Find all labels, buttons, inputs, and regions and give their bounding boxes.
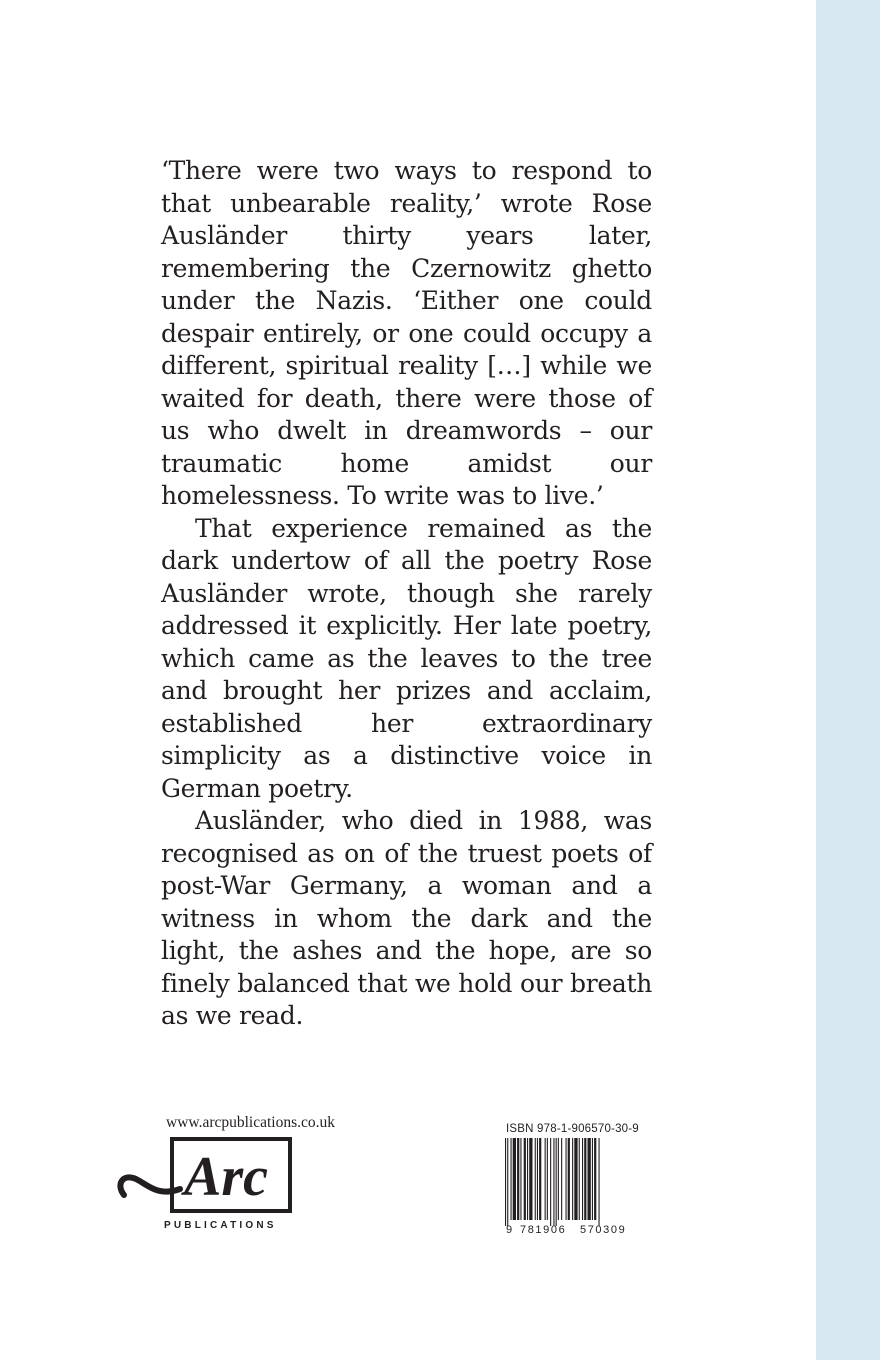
barcode-bar: [561, 1138, 562, 1220]
barcode-bar: [588, 1138, 591, 1220]
barcode-bar: [558, 1138, 559, 1220]
barcode-bar: [505, 1138, 506, 1226]
barcode-bar: [511, 1138, 512, 1220]
barcode-bar: [592, 1138, 593, 1220]
barcode-bar: [537, 1138, 538, 1220]
logo-caption: PUBLICATIONS: [164, 1220, 277, 1231]
blurb-paragraph-3: Ausländer, who died in 1988, was recognised as on of the truest poets of post-War Germany, a woman and a witness in whom the dark and the light, the ashes and the hope, are so finely balanced that we hold our breath as we read.: [161, 806, 652, 1030]
barcode-bar: [584, 1138, 586, 1220]
barcode-bar: [529, 1138, 532, 1220]
barcode-bar: [550, 1138, 551, 1226]
barcode-bar: [579, 1138, 580, 1220]
barcode-digits-left: 781906: [520, 1224, 567, 1236]
back-cover-blurb: [161, 155, 652, 1033]
barcode-bar: [507, 1138, 508, 1226]
blurb-paragraph-1: ‘There were two ways to respond to that unbearable reality,’ wrote Rose Ausländer thirty years later, remembering the Czernowitz ghetto under the Nazis. ‘Either one could despair entirely, or one could occupy a different, spiritual reality […] while we waited for death, there were those of us who dwelt in dreamwords – our traumatic home amidst our homelessness. To write was to live.’: [161, 156, 652, 510]
isbn-label: ISBN 978-1-906570-30-9: [506, 1123, 639, 1135]
barcode-bar: [582, 1138, 583, 1220]
barcode-bar: [568, 1138, 570, 1220]
barcode-bar: [517, 1138, 519, 1220]
barcode-digits: [506, 1224, 646, 1236]
barcode-bar: [553, 1138, 554, 1226]
barcode-bar: [599, 1138, 600, 1226]
barcode-bar: [594, 1138, 596, 1220]
barcode-digit-lead: 9: [506, 1224, 513, 1236]
logo-wordmark: Arc: [184, 1146, 268, 1208]
barcode-bar: [566, 1138, 567, 1220]
barcode-bar: [574, 1138, 577, 1220]
barcode-bar: [572, 1138, 573, 1220]
barcode-bar: [524, 1138, 526, 1220]
barcode-digits-right: 570309: [580, 1224, 627, 1236]
publisher-url: www.arcpublications.co.uk: [166, 1114, 336, 1131]
barcode-bar: [539, 1138, 541, 1220]
barcode-bar: [520, 1138, 521, 1220]
blurb-paragraph-2: That experience remained as the dark undertow of all the poetry Rose Ausländer wrote, though she rarely addressed it explicitly. Her late poetry, which came as the leaves to the tree and brought her prizes and acclaim, established her extraordinary simplicity as a distinctive voice in German poetry.: [161, 513, 652, 803]
barcode-bar: [547, 1138, 548, 1220]
barcode-bar: [527, 1138, 528, 1220]
barcode-bar: [556, 1138, 557, 1226]
spine-strip: [816, 0, 880, 1360]
barcode-bar: [545, 1138, 546, 1220]
barcode-bar: [513, 1138, 516, 1220]
barcode-bar: [535, 1138, 536, 1220]
isbn-barcode: [503, 1138, 643, 1226]
